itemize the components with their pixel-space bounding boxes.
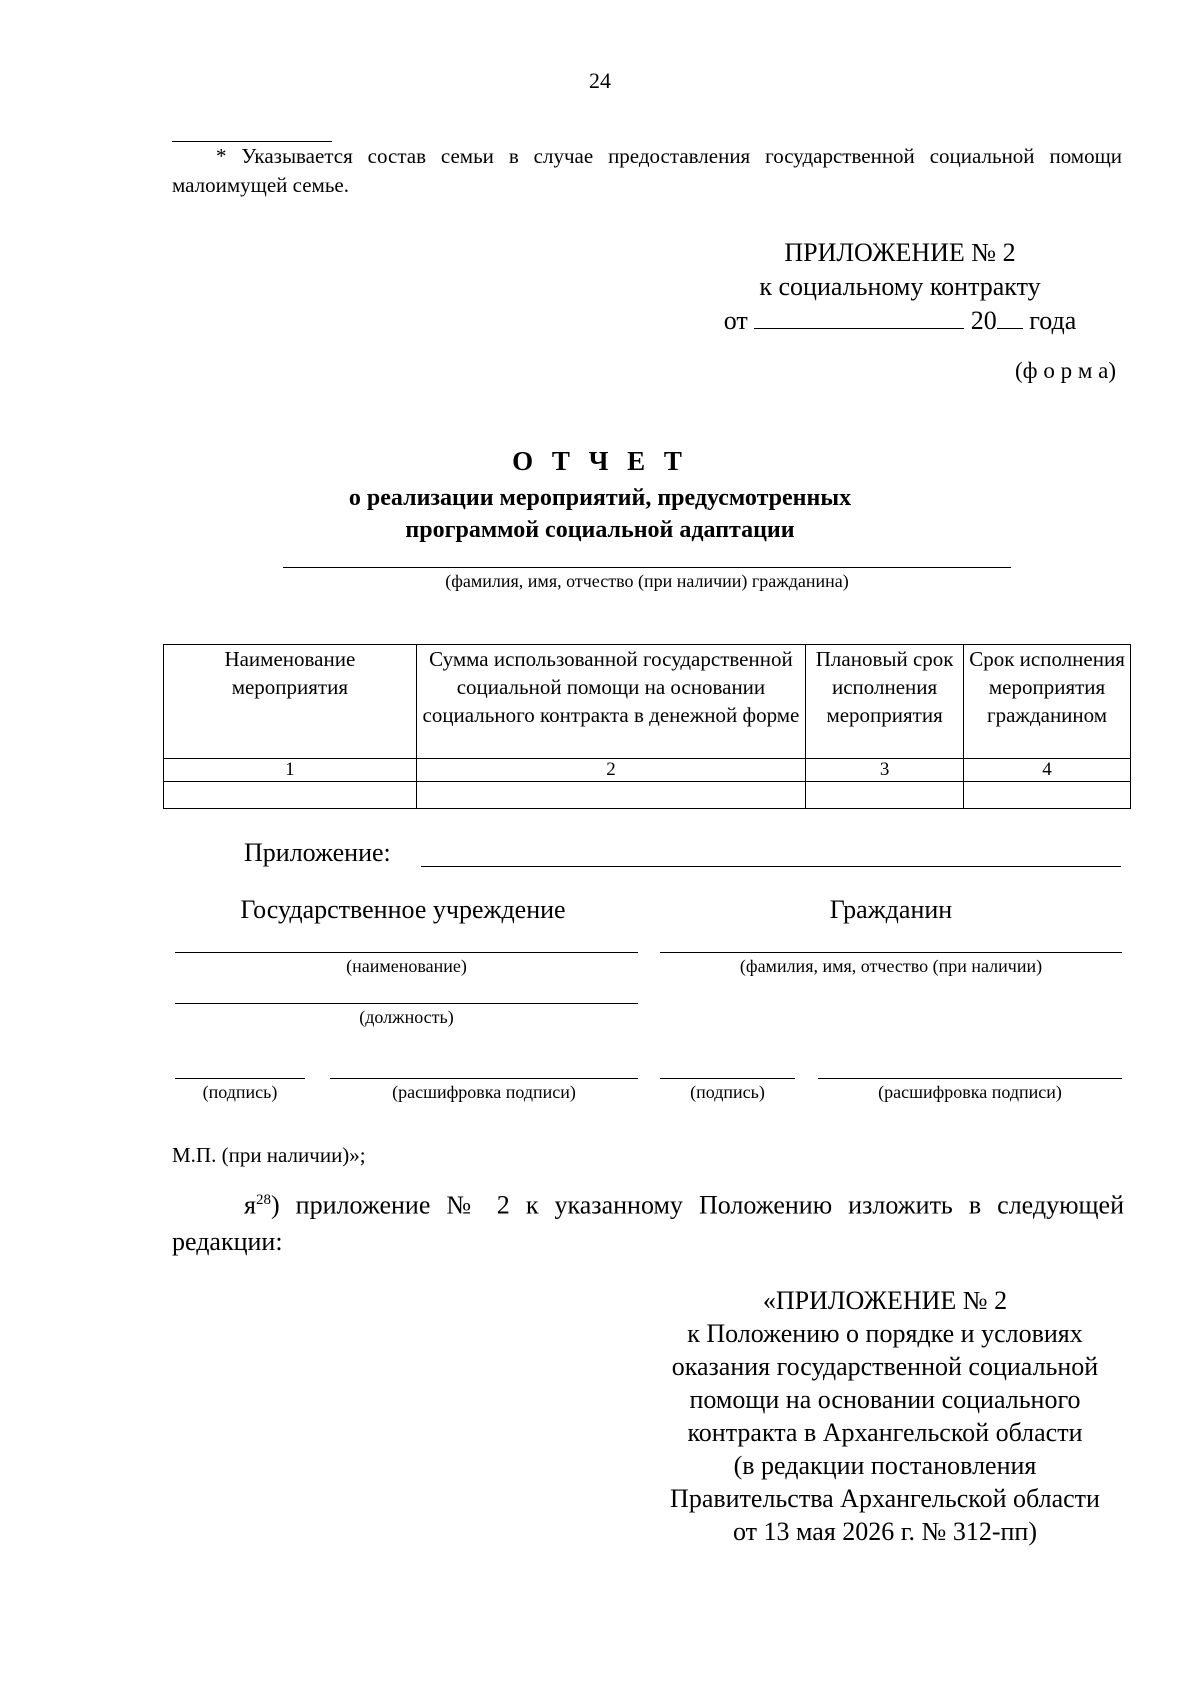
position-line (175, 1003, 638, 1004)
page-number: 24 (589, 68, 611, 93)
table-header-cell: Плановый срок исполнения мероприятия (806, 645, 964, 759)
appendix-subtitle: к социальному контракту (759, 272, 1041, 301)
amendment-text: ) приложение № 2 к указанному Положению изложить в следующей редакции: (172, 1190, 1124, 1256)
footnote-text: * Указывается состав семьи в случае предоставления государственной социальной помощи малоимущей семье. (172, 144, 1122, 197)
table-cell (806, 782, 964, 809)
report-subtitle-line1: о реализации мероприятий, предусмотренных (348, 485, 852, 511)
appendix2-line: контракта в Архангельской области (687, 1418, 1083, 1447)
institution-name-caption: (наименование) (346, 956, 467, 976)
report-title: О Т Ч Е Т (512, 446, 688, 476)
table-number-cell: 3 (806, 759, 964, 782)
amendment-superscript: 28 (255, 1192, 271, 1208)
institution-signature-line (175, 1078, 305, 1079)
citizen-signature-line (660, 1078, 795, 1079)
appendix2-line: помощи на основании социального (689, 1385, 1081, 1414)
report-table (163, 644, 1131, 809)
stamp-note: М.П. (при наличии)»; (172, 1143, 366, 1167)
table-header-row (164, 645, 1131, 759)
institution-name-line (175, 952, 638, 953)
date-blank (754, 304, 964, 329)
table-row (164, 782, 1131, 809)
appendix-header (690, 236, 1110, 338)
date-suffix: года (1029, 306, 1077, 335)
table-number-cell: 4 (964, 759, 1131, 782)
citizen-decoding-line (818, 1078, 1122, 1079)
citizen-name-line (283, 567, 1011, 568)
table-header-cell: Сумма использованной государственной социальной помощи на основании социального контракта в денежной форме (416, 645, 805, 759)
report-subtitle (0, 482, 1200, 546)
institution-signature-caption: (подпись) (202, 1082, 278, 1102)
table-cell (964, 782, 1131, 809)
appendix2-line: к Положению о порядке и условиях (687, 1319, 1083, 1348)
appendix2-line: Правительства Архангельской области (670, 1484, 1100, 1513)
table-cell (164, 782, 417, 809)
appendix2-header (640, 1284, 1130, 1548)
amendment-paragraph (172, 1182, 1124, 1260)
institution-heading: Государственное учреждение (240, 895, 566, 924)
table-header-cell: Срок исполнения мероприятия гражданином (964, 645, 1131, 759)
table-header-cell: Наименование мероприятия (164, 645, 417, 759)
table-cell (416, 782, 805, 809)
attachment-label: Приложение: (244, 838, 391, 867)
citizen-heading: Гражданин (829, 895, 953, 924)
citizen-signature-caption: (подпись) (690, 1082, 765, 1102)
appendix-title: ПРИЛОЖЕНИЕ № 2 (784, 238, 1016, 267)
table-number-row (164, 759, 1131, 782)
amendment-letter: я (244, 1190, 256, 1220)
appendix2-line: «ПРИЛОЖЕНИЕ № 2 (762, 1286, 1008, 1315)
institution-decoding-caption: (расшифровка подписи) (392, 1082, 576, 1102)
appendix-date-line (690, 304, 1110, 338)
position-caption: (должность) (359, 1007, 454, 1027)
appendix2-line: от 13 мая 2026 г. № 312-пп) (733, 1517, 1037, 1546)
citizen-name-sign-line (660, 952, 1122, 953)
form-label: (ф о р м а) (1015, 358, 1116, 383)
citizen-decoding-caption: (расшифровка подписи) (878, 1082, 1062, 1102)
table-number-cell: 2 (416, 759, 805, 782)
citizen-name-sign-caption: (фамилия, имя, отчество (при наличии) (739, 956, 1043, 976)
table-number-cell: 1 (164, 759, 417, 782)
year-blank (997, 304, 1023, 329)
report-subtitle-line2: программой социальной адаптации (405, 517, 795, 543)
appendix2-line: (в редакции постановления (733, 1451, 1037, 1480)
attachment-line (421, 866, 1121, 867)
citizen-name-caption: (фамилия, имя, отчество (при наличии) гражданина) (445, 571, 849, 591)
date-prefix: от (723, 306, 748, 335)
date-year: 20 (970, 306, 997, 335)
institution-decoding-line (330, 1078, 638, 1079)
appendix2-line: оказания государственной социальной (671, 1352, 1099, 1381)
